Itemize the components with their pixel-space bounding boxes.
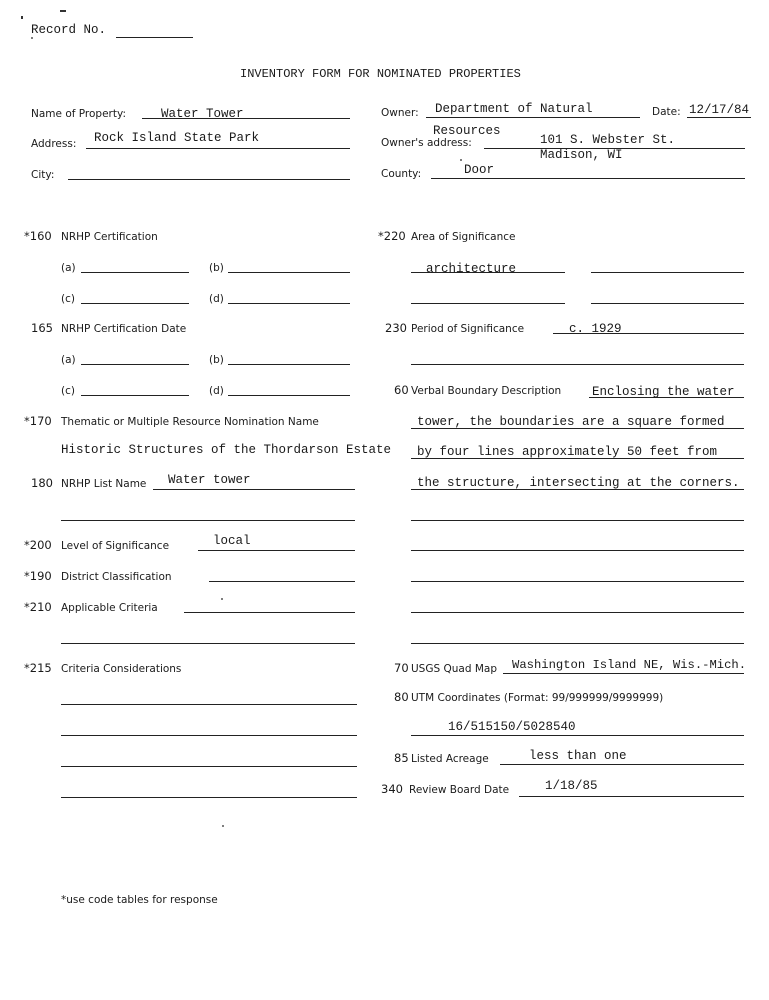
f230-field[interactable]: [553, 333, 744, 334]
date-label: Date:: [652, 106, 681, 118]
f80-label: UTM Coordinates (Format: 99/999999/9999999): [411, 692, 664, 704]
f85-code: 85: [394, 751, 409, 765]
f60-label: Verbal Boundary Description: [411, 385, 562, 397]
f160-field-a[interactable]: [81, 272, 189, 273]
f230-label: Period of Significance: [411, 323, 525, 335]
f60-code: 60: [394, 383, 409, 397]
f190-field[interactable]: [209, 581, 355, 582]
owner-value-line2: Resources: [433, 124, 501, 138]
f165-field-d[interactable]: [228, 395, 350, 396]
date-field[interactable]: [687, 117, 751, 118]
property-name-label: Name of Property:: [31, 108, 126, 120]
f160-field-d[interactable]: [228, 303, 350, 304]
f80-value: 16/515150/5028540: [448, 720, 576, 734]
f200-field[interactable]: [198, 550, 355, 551]
f340-label: Review Board Date: [409, 784, 510, 796]
date-value: 12/17/84: [689, 103, 750, 117]
record-label: Record No.: [31, 23, 107, 37]
f340-field[interactable]: [519, 796, 744, 797]
f165-sub-c: (c): [61, 385, 75, 397]
f60-field-1[interactable]: [589, 397, 744, 398]
f60-field-6[interactable]: [411, 550, 744, 551]
f60-field-7[interactable]: [411, 581, 744, 582]
f160-sub-b: (b): [209, 262, 224, 274]
scan-mark: [21, 16, 23, 19]
f160-field-c[interactable]: [81, 303, 189, 304]
f215-label: Criteria Considerations: [61, 663, 182, 675]
f85-field[interactable]: [500, 764, 744, 765]
f165-sub-a: (a): [61, 354, 76, 366]
f215-field-2[interactable]: [61, 735, 357, 736]
f340-code: 340: [381, 782, 403, 796]
f215-field-3[interactable]: [61, 766, 357, 767]
f165-sub-d: (d): [209, 385, 224, 397]
f160-sub-d: (d): [209, 293, 224, 305]
f210-label: Applicable Criteria: [61, 602, 158, 614]
f80-code: 80: [394, 690, 409, 704]
county-field[interactable]: [431, 178, 745, 179]
address-value: Rock Island State Park: [94, 131, 260, 145]
f160-field-b[interactable]: [228, 272, 350, 273]
f210-code: *210: [24, 600, 52, 614]
owner-field[interactable]: [426, 117, 640, 118]
county-label: County:: [381, 168, 422, 180]
f165-field-a[interactable]: [81, 364, 189, 365]
address-field[interactable]: [86, 148, 350, 149]
form-title: INVENTORY FORM FOR NOMINATED PROPERTIES: [240, 67, 521, 81]
owners-address-label-word1: Owner's: [381, 137, 424, 149]
f160-label: NRHP Certification: [61, 231, 158, 243]
f60-line1: Enclosing the water: [592, 385, 735, 399]
f70-field[interactable]: [503, 673, 744, 674]
f200-label: Level of Significance: [61, 540, 170, 552]
f170-code: *170: [24, 414, 52, 428]
f70-code: 70: [394, 661, 409, 675]
f180-field-2[interactable]: [61, 520, 355, 521]
f180-code: 180: [31, 476, 53, 490]
record-field[interactable]: [116, 37, 193, 38]
f220-field-1[interactable]: [411, 272, 565, 273]
f190-code: *190: [24, 569, 52, 583]
f210-field-2[interactable]: [61, 643, 355, 644]
f180-field[interactable]: [153, 489, 355, 490]
f200-value: local: [213, 534, 251, 548]
f80-field[interactable]: [411, 735, 744, 736]
f60-field-9[interactable]: [411, 643, 744, 644]
f60-line2: tower, the boundaries are a square formed: [417, 415, 725, 429]
f215-field-4[interactable]: [61, 797, 357, 798]
scan-mark: [460, 159, 462, 161]
f220-label: Area of Significance: [411, 231, 516, 243]
f60-field-2[interactable]: [411, 428, 744, 429]
f220-field-2[interactable]: [591, 272, 744, 273]
footer-note: *use code tables for response: [61, 894, 218, 906]
f230-value: c. 1929: [569, 322, 622, 336]
f165-field-b[interactable]: [228, 364, 350, 365]
owner-value-line1: Department of Natural: [435, 102, 593, 116]
scan-mark: [60, 10, 66, 12]
city-label: City:: [31, 169, 55, 181]
f180-label: NRHP List Name: [61, 478, 147, 490]
f220-field-3[interactable]: [411, 303, 565, 304]
f220-field-4[interactable]: [591, 303, 744, 304]
county-value: Door: [464, 163, 495, 177]
f215-code: *215: [24, 661, 52, 675]
f165-sub-b: (b): [209, 354, 224, 366]
f160-sub-c: (c): [61, 293, 75, 305]
scan-mark: [31, 37, 33, 39]
f200-code: *200: [24, 538, 52, 552]
f70-value: Washington Island NE, Wis.-Mich.: [512, 658, 747, 672]
f60-line4: the structure, intersecting at the corners.: [417, 476, 740, 490]
f340-value: 1/18/85: [545, 779, 598, 793]
f170-value: Historic Structures of the Thordarson Estate: [61, 443, 392, 457]
f160-sub-a: (a): [61, 262, 76, 274]
f85-label: Listed Acreage: [411, 753, 489, 765]
f230-code: 230: [385, 321, 407, 335]
f60-field-5[interactable]: [411, 520, 744, 521]
f165-field-c[interactable]: [81, 395, 189, 396]
f230-field-2[interactable]: [411, 364, 744, 365]
f170-label: Thematic or Multiple Resource Nomination Name: [61, 416, 319, 428]
f215-field-1[interactable]: [61, 704, 357, 705]
owner-address-line1: 101 S. Webster St.: [540, 133, 676, 147]
property-name-field[interactable]: [142, 118, 350, 119]
city-field[interactable]: [68, 179, 350, 180]
f70-label: USGS Quad Map: [411, 663, 498, 675]
owners-address-label: [381, 137, 472, 149]
f60-field-8[interactable]: [411, 612, 744, 613]
address-label: Address:: [31, 138, 77, 150]
f220-code: *220: [378, 229, 406, 243]
owner-address-line2: Madison, WI: [540, 148, 623, 162]
f180-value: Water tower: [168, 473, 251, 487]
owner-label: Owner:: [381, 107, 419, 119]
f165-label: NRHP Certification Date: [61, 323, 187, 335]
f190-label: District Classification: [61, 571, 172, 583]
f60-field-4[interactable]: [411, 489, 744, 490]
f220-value: architecture: [426, 262, 517, 276]
f60-line3: by four lines approximately 50 feet from: [417, 445, 718, 459]
f160-code: *160: [24, 229, 52, 243]
f85-value: less than one: [529, 749, 627, 763]
scan-mark: [221, 598, 223, 600]
f60-field-3[interactable]: [411, 458, 744, 459]
f210-field[interactable]: [184, 612, 355, 613]
owners-address-label-word2: address:: [427, 137, 472, 149]
f165-code: 165: [31, 321, 53, 335]
scan-mark: [222, 825, 224, 827]
property-name-value: Water Tower: [161, 107, 244, 121]
